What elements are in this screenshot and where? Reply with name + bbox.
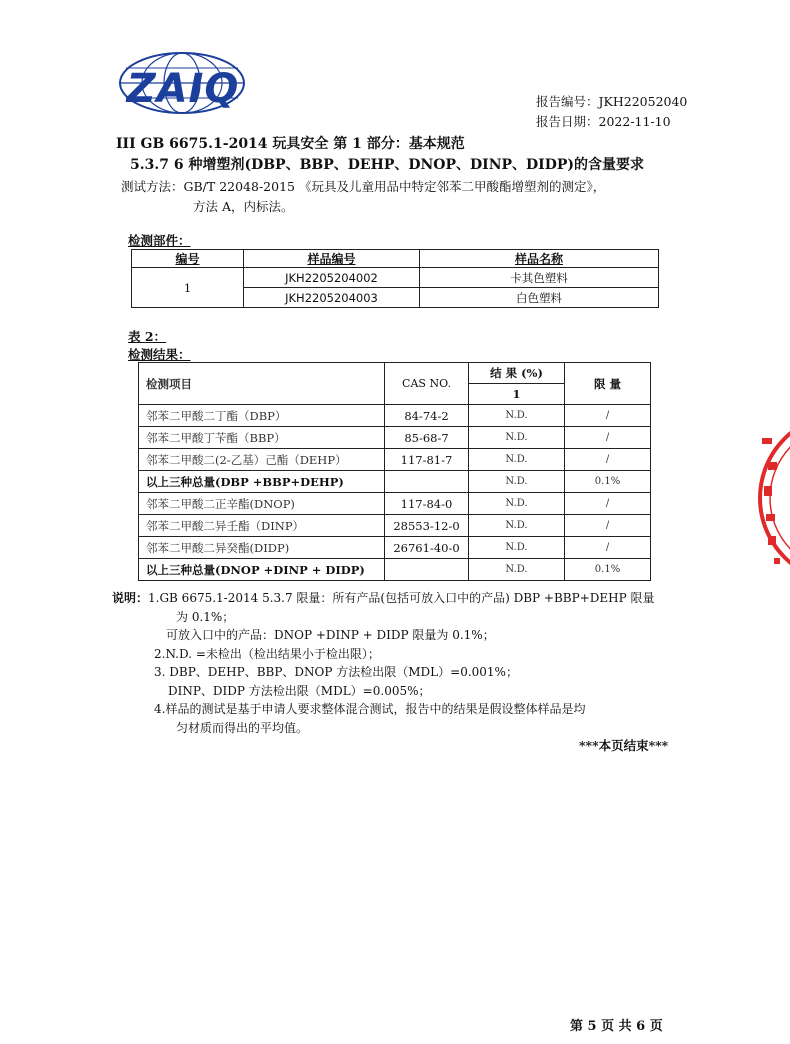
- seal-stamp: [754, 410, 790, 585]
- test-item-cell: 邻苯二甲酸二异癸酯(DIDP): [139, 537, 385, 559]
- limit-cell: 0.1%: [565, 559, 651, 581]
- report-date-label: 报告日期：: [536, 114, 599, 129]
- report-date: 2022-11-10: [598, 114, 671, 129]
- limit-cell: 0.1%: [565, 471, 651, 493]
- header-test-item: 检测项目: [139, 363, 385, 405]
- notes-head: 说明：: [112, 591, 149, 605]
- parts-header-sample-name: 样品名称: [420, 250, 659, 268]
- cas-no-cell: 28553-12-0: [385, 515, 469, 537]
- test-item-cell: 邻苯二甲酸二丁酯（DBP）: [139, 405, 385, 427]
- test-method-line-2: 方法 A，内标法。: [193, 199, 294, 214]
- cas-no-cell: 117-84-0: [385, 493, 469, 515]
- section-subtitle: 5.3.7 6 种增塑剂(DBP、BBP、DEHP、DNOP、DINP、DIDP)的含量要求: [130, 157, 645, 173]
- sample-name-cell: 卡其色塑料: [420, 268, 659, 288]
- parts-header-row: [132, 250, 659, 268]
- cas-no-cell: 84-74-2: [385, 405, 469, 427]
- logo-text: ZAIQ: [126, 66, 240, 112]
- result-cell: N.D.: [469, 427, 565, 449]
- test-item-cell: 邻苯二甲酸二异壬酯（DINP）: [139, 515, 385, 537]
- company-logo: [112, 48, 252, 118]
- table-row: [139, 405, 651, 427]
- result-cell: N.D.: [469, 537, 565, 559]
- table-number-label: 表 2：: [128, 329, 167, 344]
- cas-no-cell: 117-81-7: [385, 449, 469, 471]
- limit-cell: /: [565, 449, 651, 471]
- note-2: 2.N.D. =未检出（检出结果小于检出限）；: [154, 646, 380, 661]
- limit-cell: /: [565, 515, 651, 537]
- report-number-label: 报告编号：: [536, 94, 599, 109]
- header-cas-no: CAS NO.: [385, 363, 469, 405]
- parts-header-no: 编号: [132, 250, 244, 268]
- cas-no-cell: [385, 559, 469, 581]
- test-item-cell: 邻苯二甲酸二正辛酯(DNOP): [139, 493, 385, 515]
- table-row: [139, 449, 651, 471]
- table-row: [139, 471, 651, 493]
- limit-cell: /: [565, 493, 651, 515]
- results-table: [138, 362, 651, 581]
- results-label: 检测结果：: [128, 347, 191, 362]
- note-1c: 可放入口中的产品：DNOP +DINP + DIDP 限量为 0.1%；: [166, 628, 495, 642]
- page-end-mark: ***本页结束***: [579, 738, 669, 753]
- limit-cell: /: [565, 537, 651, 559]
- table-row: [139, 493, 651, 515]
- test-item-cell: 邻苯二甲酸二(2-乙基）己酯（DEHP）: [139, 449, 385, 471]
- limit-cell: /: [565, 427, 651, 449]
- notes-block: [112, 589, 712, 737]
- sample-no-cell: JKH2205204002: [244, 268, 420, 288]
- result-cell: N.D.: [469, 449, 565, 471]
- table-row: [139, 515, 651, 537]
- note-3b: DINP、DIDP 方法检出限（MDL）=0.005%；: [168, 683, 431, 698]
- table-row: [139, 559, 651, 581]
- section-title: III GB 6675.1-2014 玩具安全 第 1 部分：基本规范: [116, 136, 465, 152]
- note-1a: 1.GB 6675.1-2014 5.3.7 限量：所有产品(包括可放入口中的产品) DBP +BBP+DEHP 限量: [148, 591, 655, 605]
- test-item-cell: 以上三种总量(DNOP +DINP + DIDP): [139, 559, 385, 581]
- parts-header-sample-no: 样品编号: [244, 250, 420, 268]
- page-number: 第 5 页 共 6 页: [570, 1019, 663, 1034]
- limit-cell: /: [565, 405, 651, 427]
- cas-no-cell: 26761-40-0: [385, 537, 469, 559]
- parts-table: [131, 249, 659, 308]
- result-cell: N.D.: [469, 515, 565, 537]
- cas-no-cell: 85-68-7: [385, 427, 469, 449]
- header-result: 结 果 (%): [469, 363, 565, 384]
- test-item-cell: 邻苯二甲酸丁苄酯（BBP）: [139, 427, 385, 449]
- table-row: [132, 268, 659, 288]
- result-cell: N.D.: [469, 471, 565, 493]
- sample-name-cell: 白色塑料: [420, 288, 659, 308]
- table-row: [139, 427, 651, 449]
- report-meta: [536, 92, 687, 132]
- test-method-line-1: 测试方法：GB/T 22048-2015 《玩具及儿童用品中特定邻苯二甲酸酯增塑剂的测定》，: [121, 179, 606, 194]
- note-3a: 3. DBP、DEHP、BBP、DNOP 方法检出限（MDL）=0.001%；: [154, 665, 518, 679]
- seal-icon: [754, 410, 790, 585]
- cas-no-cell: [385, 471, 469, 493]
- test-item-cell: 以上三种总量(DBP +BBP+DEHP): [139, 471, 385, 493]
- parts-group-no: 1: [132, 268, 244, 308]
- header-limit: 限 量: [565, 363, 651, 405]
- note-4a: 4.样品的测试是基于申请人要求整体混合测试，报告中的结果是假设整体样品是均: [154, 702, 586, 716]
- result-cell: N.D.: [469, 493, 565, 515]
- header-result-sample-1: 1: [469, 384, 565, 405]
- parts-label: 检测部件：: [128, 233, 191, 248]
- table-row: [139, 537, 651, 559]
- report-number: JKH22052040: [598, 94, 688, 109]
- result-cell: N.D.: [469, 405, 565, 427]
- note-1b: 为 0.1%；: [176, 609, 235, 624]
- sample-no-cell: JKH2205204003: [244, 288, 420, 308]
- note-4b: 匀材质而得出的平均值。: [176, 720, 309, 735]
- result-cell: N.D.: [469, 559, 565, 581]
- results-header-row: [139, 363, 651, 384]
